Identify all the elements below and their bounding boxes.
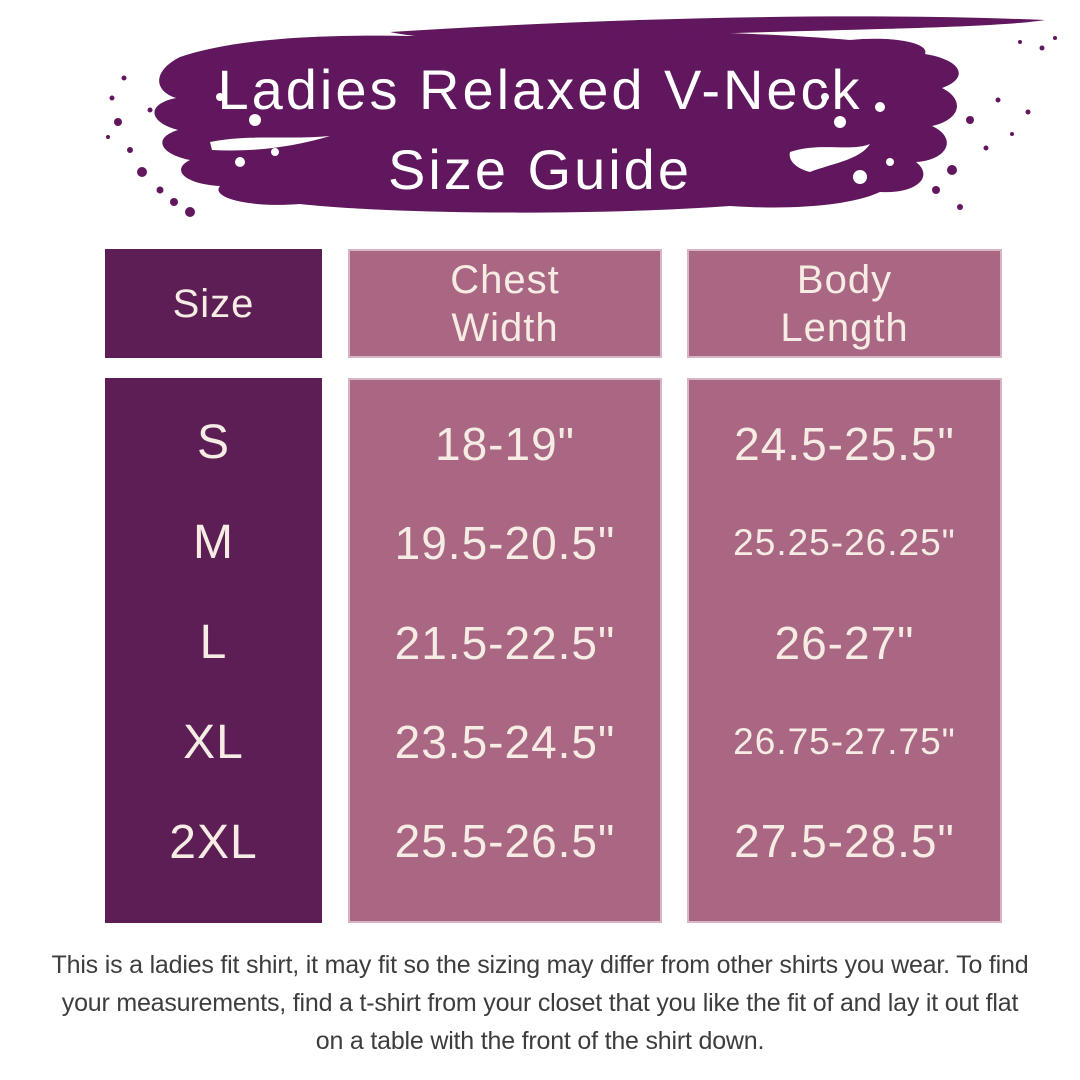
column-header-chest-width [348, 249, 662, 358]
table-cell-body-l [689, 593, 1000, 692]
chest-width-value: 21.5-22.5" [394, 616, 616, 669]
chest-width-value: 25.5-26.5" [394, 815, 616, 868]
size-value: XL [183, 716, 244, 770]
chest-width-value: 19.5-20.5" [394, 517, 616, 570]
body-header-line1: Body [796, 257, 893, 302]
size-value: M [193, 515, 234, 569]
table-cell-chest-xl [350, 692, 660, 791]
body-header-line2: Length [780, 305, 909, 350]
table-cell-size-2xl [105, 793, 322, 893]
page-title [0, 58, 1080, 201]
chest-header-line2: Width [451, 305, 559, 350]
table-cell-size-l [105, 592, 322, 692]
size-column [105, 378, 322, 923]
table-cell-body-m [689, 493, 1000, 592]
chest-width-column [348, 378, 662, 923]
table-cell-size-xl [105, 693, 322, 793]
column-header-body-length [687, 249, 1002, 358]
table-cell-size-m [105, 492, 322, 592]
table-cell-chest-m [350, 493, 660, 592]
size-value: S [196, 415, 230, 469]
page-title-line1: Ladies Relaxed V-Neck [217, 58, 863, 121]
size-value: 2XL [169, 816, 258, 870]
body-length-column [687, 378, 1002, 923]
body-length-value: 24.5-25.5" [734, 417, 955, 470]
chest-width-value: 23.5-24.5" [394, 715, 616, 768]
table-cell-chest-2xl [350, 792, 660, 891]
chest-width-value: 18-19" [435, 417, 575, 470]
body-length-value: 27.5-28.5" [734, 815, 955, 868]
column-header-chest-width-label [450, 256, 560, 352]
body-length-value: 26.75-27.75" [733, 720, 956, 762]
body-length-value: 26-27" [774, 616, 915, 669]
table-cell-chest-s [350, 394, 660, 493]
column-header-size [105, 249, 322, 358]
chest-header-line1: Chest [450, 257, 560, 302]
table-cell-chest-l [350, 593, 660, 692]
table-cell-body-2xl [689, 792, 1000, 891]
table-cell-size-s [105, 392, 322, 492]
page-title-line2: Size Guide [388, 138, 692, 201]
body-length-value: 25.25-26.25" [733, 522, 956, 564]
column-header-body-length-label [780, 256, 908, 352]
size-value: L [199, 616, 228, 669]
header-banner [0, 0, 1080, 240]
fit-disclaimer-note: This is a ladies fit shirt, it may fit so the sizing may differ from other shirts you wear. To find your measurements, find a t-shirt from your closet that you like the fit of and lay it out flat on a table with the front of the shirt down. [51, 951, 1029, 1055]
column-header-size-label: Size [172, 281, 255, 326]
table-cell-body-xl [689, 692, 1000, 791]
table-cell-body-s [689, 394, 1000, 493]
